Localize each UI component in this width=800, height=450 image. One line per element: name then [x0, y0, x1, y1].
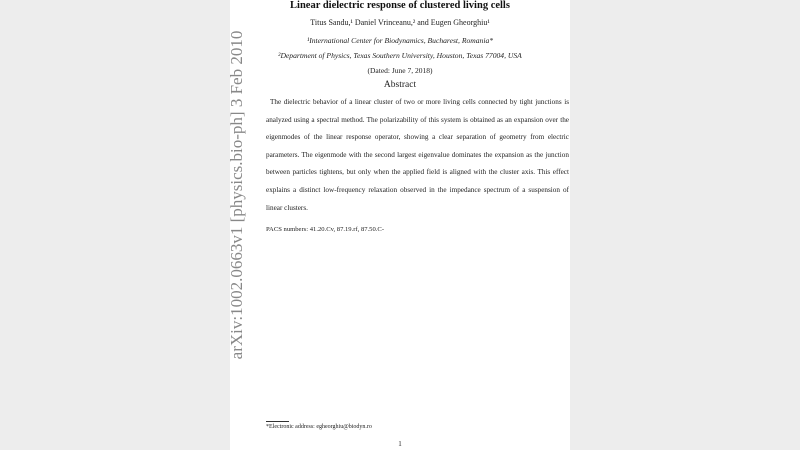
paper-title: Linear dielectric response of clustered living cells	[290, 0, 510, 11]
date-line: (Dated: June 7, 2018)	[367, 66, 433, 75]
affiliation-2: ²Department of Physics, Texas Southern University, Houston, Texas 77004, USA	[278, 51, 522, 60]
affiliation-1: ¹International Center for Biodynamics, Bucharest, Romania*	[306, 36, 494, 45]
authors: Titus Sandu,¹ Daniel Vrinceanu,² and Eugen Gheorghiu¹	[310, 18, 490, 27]
abstract-text: The dielectric behavior of a linear cluster of two or more living cells connected by tight junctions is analyzed using a spectral method. The polarizability of this system is obtained as an expansion over the eigenmodes of the linear response operator, showing a clear separation of geometry from electric parameters. The eigenmode with the second largest eigenvalue dominates the expansion as the junction between particles tightens, but only when the applied field is aligned with the cluster axis. This effect explains a distinct low-frequency relaxation observed in the impedance spectrum of a suspension of linear clusters.	[266, 98, 569, 212]
footnote: *Electronic address: egheorghiu@biodyn.ro	[266, 424, 372, 430]
pacs-numbers: PACS numbers: 41.20.Cv, 87.19.rf, 87.50.C-	[266, 226, 385, 234]
abstract-heading: Abstract	[383, 80, 417, 90]
arxiv-stamp: arXiv:1002.0663v1 [physics.bio-ph] 3 Feb 2010	[227, 30, 246, 360]
abstract-block	[266, 94, 569, 235]
footnote-rule	[266, 421, 289, 422]
paper-page	[230, 0, 570, 450]
page-number: 1	[398, 440, 402, 448]
